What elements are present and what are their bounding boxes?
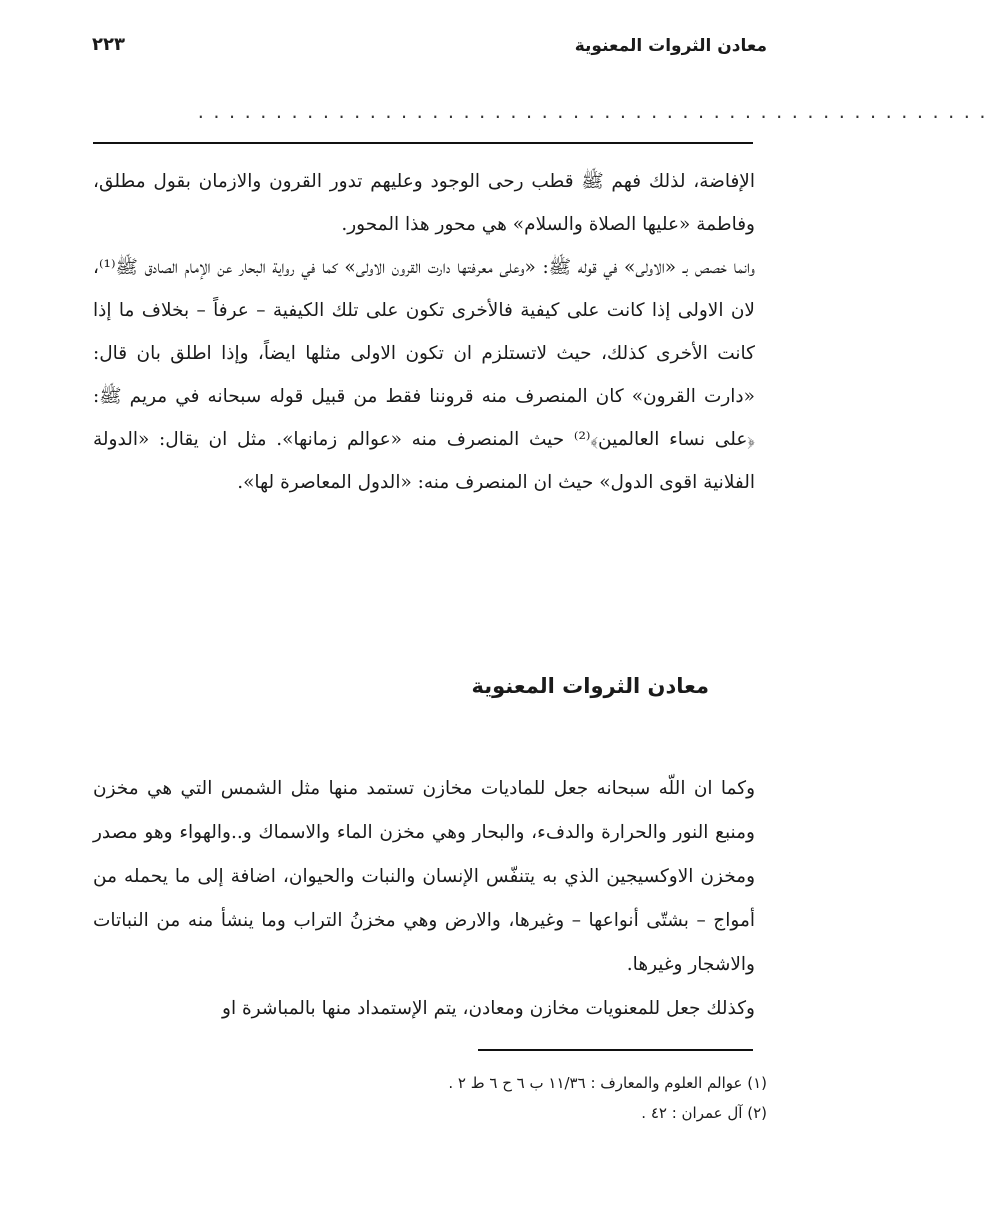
footnote-1: (١) عوالم العلوم والمعارف : ١١/٣٦ ب ٦ ح ٦ ط ٢ .: [448, 1074, 767, 1092]
dotted-separator: ...................................................: [196, 103, 993, 122]
page-number: ٢٢٣: [92, 34, 125, 55]
footnotes: [167, 1068, 767, 1128]
section-heading: معادن الثروات المعنوية: [471, 674, 709, 698]
header-rule: [93, 142, 753, 144]
running-header-title: معادن الثروات المعنوية: [574, 36, 767, 56]
body-text-bottom: [93, 767, 755, 1031]
paragraph-1: الإفاضة، لذلك فهم ﷺ قطب رحى الوجود وعليهم تدور القرون والازمان بقول مطلق، وفاطمة «عليها الصلاة والسلام» هي محور هذا المحور.: [93, 171, 755, 235]
footnote-rule: [478, 1049, 753, 1051]
paragraph-4: وكذلك جعل للمعنويات مخازن ومعادن، يتم الإستمداد منها بالمباشرة او: [222, 998, 755, 1019]
paragraph-2: وانما خصص بـ «الاولى» في قوله ﷺ: «وعلى معرفتها دارت القرون الاولى» كما في رواية البحار عن الإمام الصادق ﷺ⁽¹⁾، لان الاولى إذا كانت على كيفية فالأخرى تكون على تلك الكيفية – عرفاً – بخلاف ما إذا كانت الأخرى كذلك، حيث لاتستلزم ان تكون الاولى مثلها ايضاً، وإذا اطلق بان قال: «دارت القرون» كان المنصرف منه قروننا فقط من قبيل قوله سبحانه في مريم ﷺ: ﴿على نساء العالمين﴾⁽²⁾ حيث المنصرف منه «عوالم زمانها». مثل ان يقال: «الدولة الفلانية اقوى الدول» حيث ان المنصرف منه: «الدول المعاصرة لها».: [93, 257, 755, 493]
body-text-top: [93, 160, 755, 504]
paragraph-3: وكما ان اللّه سبحانه جعل للماديات مخازن تستمد منها مثل الشمس التي هي مخزن ومنبع النور والحرارة والدفء، والبحار وهي مخزن الماء والاسماك و..والهواء وهو مصدر ومخزن الاوكسيجين الذي به يتنفّس الإنسان والنبات والحيوان، اضافة إلى ما يحمله من أمواج – بشتّى أنواعها – وغيرها، والارض وهي مخزنُ التراب وما ينشأ منه من النباتات والاشجار وغيرها.: [93, 778, 755, 975]
footnote-2: (٢) آل عمران : ٤٢ .: [641, 1104, 767, 1122]
